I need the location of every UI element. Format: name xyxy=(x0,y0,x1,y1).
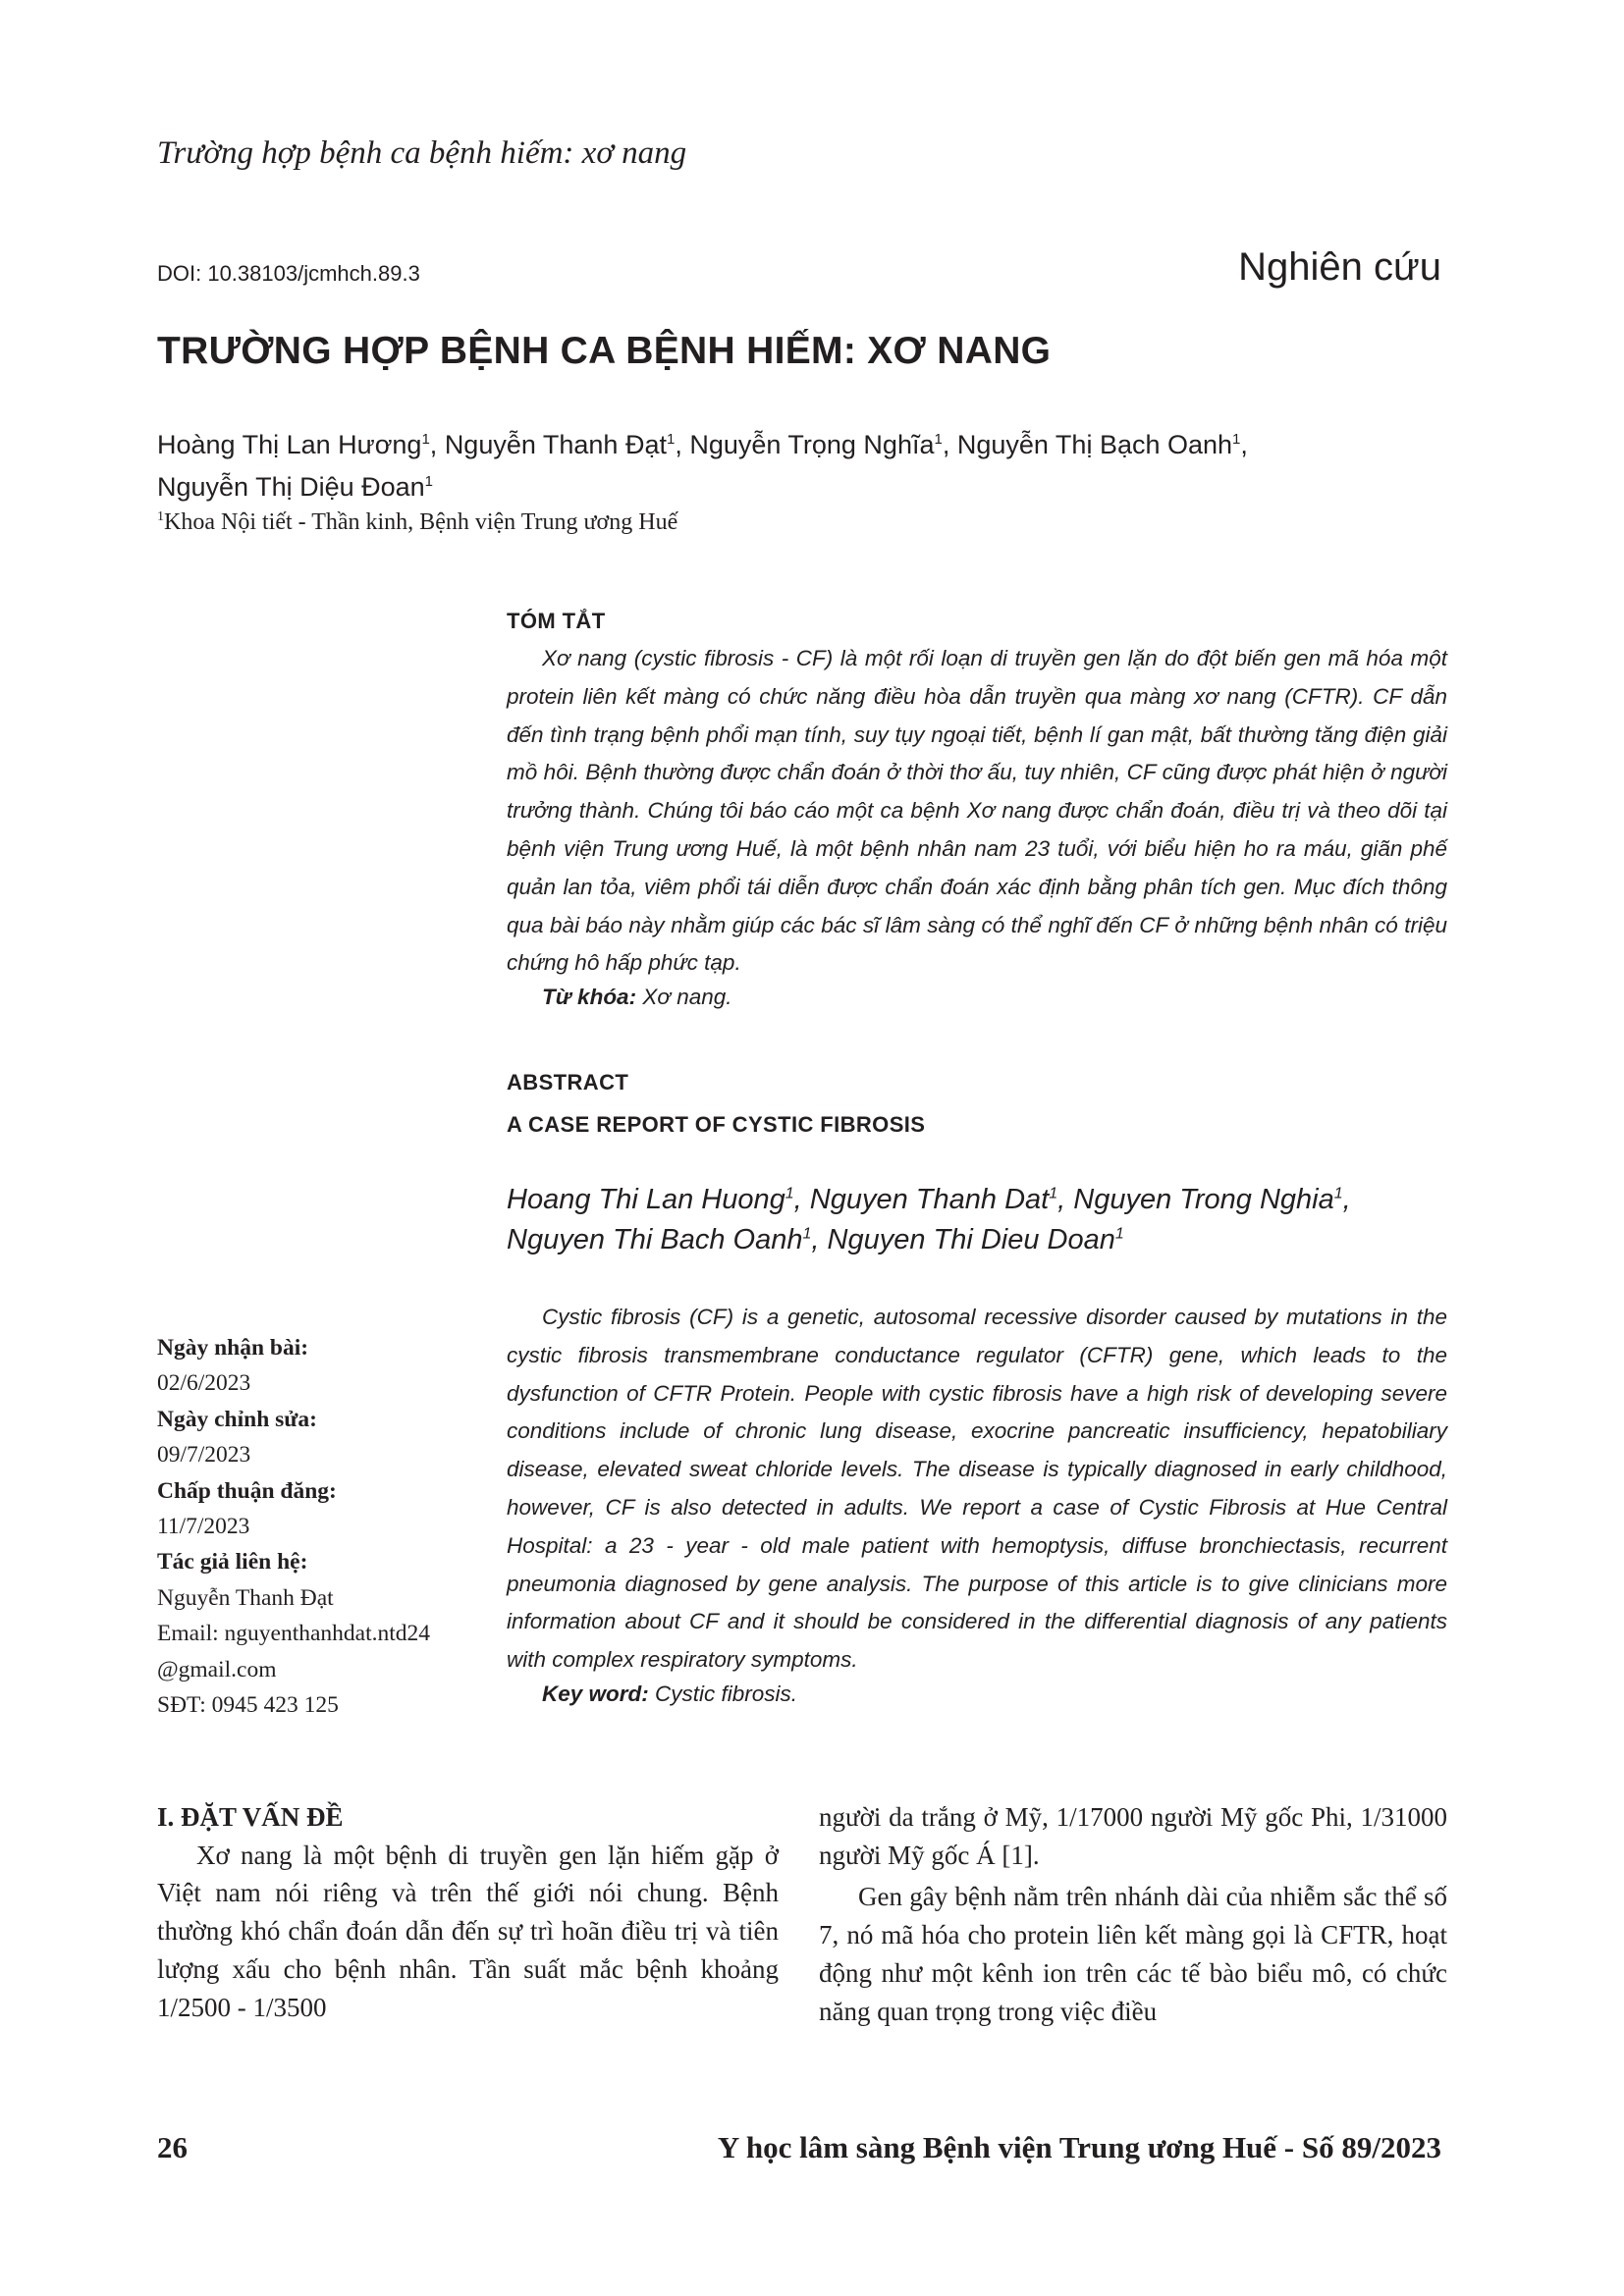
author-list-en: Hoang Thi Lan Huong$^1$, Nguyen Thanh Dat$^1$, Nguyen Trong Nghia$^1$, Nguyen Thi Bach Oanh$^1$, Nguyen Thi Dieu Doan$^1$ xyxy=(507,1184,1351,1255)
body-paragraph: Xơ nang là một bệnh di truyền gen lặn hiếm gặp ở Việt nam nói riêng và trên thế giới nói chung. Bệnh thường khó chẩn đoán dẫn đến sự trì hoãn điều trị và tiên lượng xấu cho bệnh nhân. Tần suất mắc bệnh khoảng 1/2500 - 1/3500 xyxy=(157,1840,779,2022)
accepted-label: Chấp thuận đăng: xyxy=(157,1477,337,1504)
author-name: Nguyen Trong Nghia xyxy=(1073,1184,1334,1215)
journal-name: Y học lâm sàng Bệnh viện Trung ương Huế - Số 89/2023 xyxy=(717,2130,1441,2164)
affiliation-text: Khoa Nội tiết - Thần kinh, Bệnh viện Trung ương Huế xyxy=(164,509,678,535)
author-affiliation-mark: 1 xyxy=(424,473,434,490)
author-name: Nguyễn Thị Bạch Oanh xyxy=(956,430,1233,459)
author-affiliation-mark: 1 xyxy=(1049,1185,1058,1202)
abstract-title: A CASE REPORT OF CYSTIC FIBROSIS xyxy=(507,1112,926,1137)
author-affiliation-mark: 1 xyxy=(802,1225,812,1243)
running-header: Trường hợp bệnh ca bệnh hiếm: xơ nang xyxy=(157,135,687,171)
revised-date: 09/7/2023 xyxy=(157,1442,251,1468)
section-type: Nghiên cứu xyxy=(1238,245,1441,289)
contact-label: Tác giả liên hệ: xyxy=(157,1549,308,1575)
abstract-heading: ABSTRACT xyxy=(507,1070,629,1095)
page-number: 26 xyxy=(157,2130,188,2164)
contact-email: Email: nguyenthanhdat.ntd24 xyxy=(157,1621,431,1647)
keywords-label: Key word: xyxy=(542,1681,649,1706)
affiliation-mark: 1 xyxy=(157,509,164,524)
author-affiliation-mark: 1 xyxy=(666,431,676,448)
abstract-en-body xyxy=(507,1299,1447,1707)
received-label: Ngày nhận bài: xyxy=(157,1335,309,1361)
keywords-value: Cystic fibrosis. xyxy=(655,1681,798,1706)
author-affiliation-mark: 1 xyxy=(1232,431,1241,448)
body-paragraph: người da trắng ở Mỹ, 1/17000 người Mỹ gốc Phi, 1/31000 người Mỹ gốc Á [1]. xyxy=(819,1802,1447,1870)
affiliation xyxy=(157,509,677,536)
keywords-label: Từ khóa: xyxy=(542,985,637,1010)
keywords-value: Xơ nang. xyxy=(642,985,732,1010)
author-affiliation-mark: 1 xyxy=(1333,1185,1343,1202)
summary-vi xyxy=(507,609,1447,1010)
revised-label: Ngày chỉnh sửa: xyxy=(157,1406,317,1432)
author-list-vi: Hoàng Thị Lan Hương$^1$, Nguyễn Thanh Đạt$^1$, Nguyễn Trọng Nghĩa$^1$, Nguyễn Thị Bạch Oanh$^1$, Nguyễn Thị Diệu Đoan$^1$ xyxy=(157,430,1248,502)
abstract-keywords xyxy=(507,1682,1447,1707)
author-name: Hoàng Thị Lan Hương xyxy=(157,430,422,459)
author-name: Nguyen Thi Dieu Doan xyxy=(827,1224,1115,1255)
section-heading: I. ĐẶT VẤN ĐỀ xyxy=(157,1802,344,1832)
body-column-right xyxy=(819,1798,1447,2030)
abstract-text: Cystic fibrosis (CF) is a genetic, autosomal recessive disorder caused by mutations in the cystic fibrosis transmembrane conductance regulator (CFTR) gene, which leads to the dysfunction of CFTR Protein. People with cystic fibrosis have a high risk of developing severe conditions include of chronic lung disease, exocrine pancreatic insufficiency, hepatobiliary disease, elevated sweat chloride levels. The disease is typically diagnosed in early childhood, however, CF is also detected in adults. We report a case of Cystic Fibrosis at Hue Central Hospital: a 23 - year - old male patient with hemoptysis, diffuse bronchiectasis, recurrent pneumonia diagnosed by gene analysis. The purpose of this article is to give clinicians more information about CF and it should be considered in the differential diagnosis of any patients with complex respiratory symptoms. xyxy=(507,1305,1447,1673)
author-name: Hoang Thi Lan Huong xyxy=(507,1184,785,1215)
summary-heading: TÓM TẮT xyxy=(507,609,606,633)
author-name: Nguyen Thanh Dat xyxy=(809,1184,1050,1215)
summary-keywords xyxy=(507,985,1447,1010)
author-affiliation-mark: 1 xyxy=(934,431,943,448)
article-info-sidebar xyxy=(157,1330,481,1723)
author-name: Nguyễn Thị Diệu Đoan xyxy=(157,472,425,502)
summary-text: Xơ nang (cystic fibrosis - CF) là một rối loạn di truyền gen lặn do đột biến gen mã hóa một protein liên kết màng có chức năng điều hòa dẫn truyền qua màng xơ nang (CFTR). CF dẫn đến tình trạng bệnh phổi mạn tính, suy tụy ngoại tiết, bệnh lí gan mật, bất thường tăng điện giải mồ hôi. Bệnh thường được chẩn đoán ở thời thơ ấu, tuy nhiên, CF cũng được phát hiện ở người trưởng thành. Chúng tôi báo cáo một ca bệnh Xơ nang được chẩn đoán, điều trị và theo dõi tại bệnh viện Trung ương Huế, là một bệnh nhân nam 23 tuổi, với biểu hiện ho ra máu, giãn phế quản lan tỏa, viêm phổi tái diễn được chẩn đoán xác định bằng phân tích gen. Mục đích thông qua bài báo này nhằm giúp các bác sĩ lâm sàng có thể nghĩ đến CF ở những bệnh nhân có triệu chứng hô hấp phức tạp. xyxy=(507,646,1447,976)
author-name: Nguyễn Thanh Đạt xyxy=(444,430,667,459)
contact-name: Nguyễn Thanh Đạt xyxy=(157,1584,334,1611)
article-title: TRƯỜNG HỢP BỆNH CA BỆNH HIẾM: XƠ NANG xyxy=(157,330,1052,372)
abstract-en-header xyxy=(507,1070,1447,1138)
received-date: 02/6/2023 xyxy=(157,1370,251,1397)
contact-email-domain: @gmail.com xyxy=(157,1656,277,1682)
doi: DOI: 10.38103/jcmhch.89.3 xyxy=(157,261,420,286)
contact-phone: SĐT: 0945 423 125 xyxy=(157,1692,339,1719)
author-affiliation-mark: 1 xyxy=(785,1185,794,1202)
author-name: Nguyễn Trọng Nghĩa xyxy=(689,430,935,459)
body-column-left xyxy=(157,1798,779,2026)
author-affiliation-mark: 1 xyxy=(1114,1225,1124,1243)
body-paragraph: Gen gây bệnh nằm trên nhánh dài của nhiễm sắc thể số 7, nó mã hóa cho protein liên kết màng gọi là CFTR, hoạt động như một kênh ion trên các tế bào biểu mô, có chức năng quan trọng trong việc điều xyxy=(819,1882,1447,2026)
author-name: Nguyen Thi Bach Oanh xyxy=(507,1224,803,1255)
accepted-date: 11/7/2023 xyxy=(157,1514,250,1540)
author-affiliation-mark: 1 xyxy=(421,431,430,448)
